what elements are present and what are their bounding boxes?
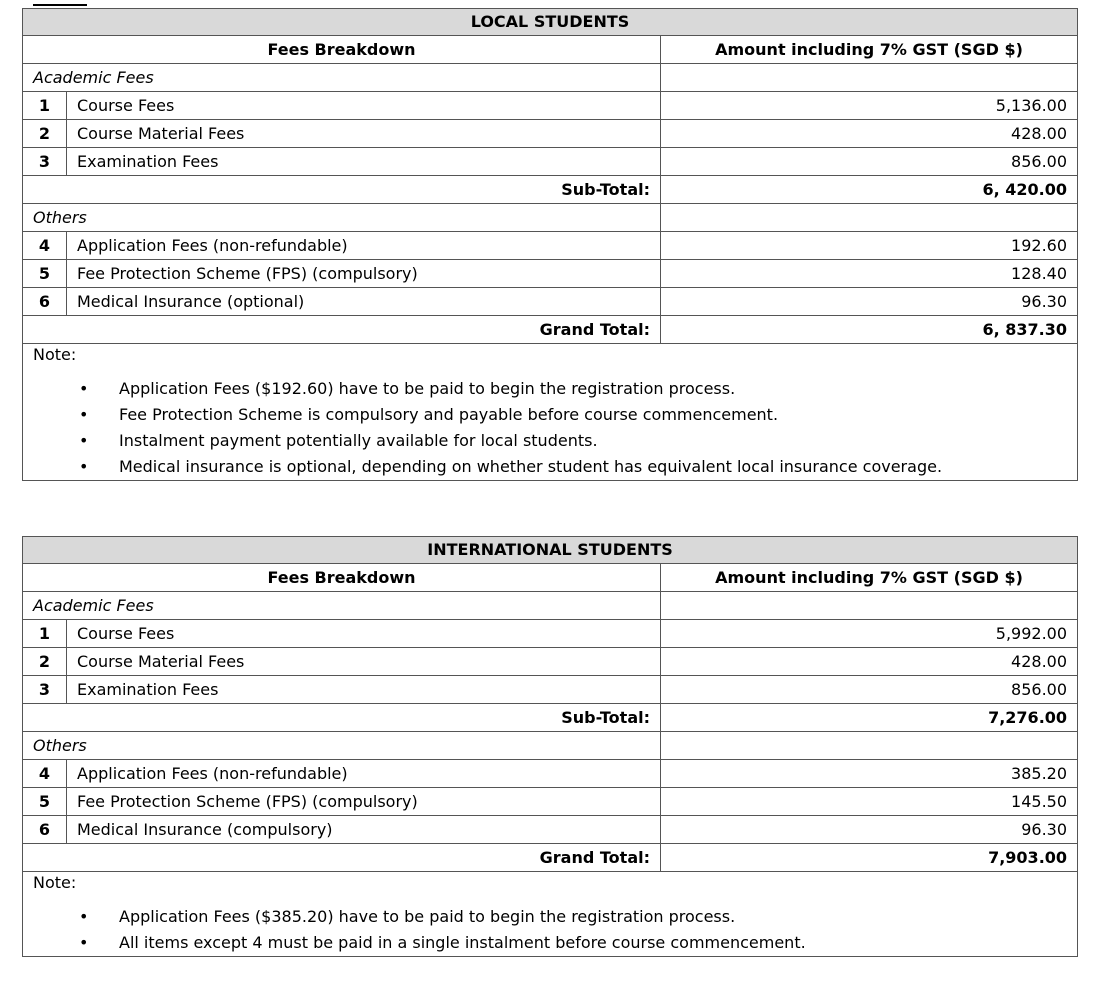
table-row	[23, 620, 1078, 648]
note-text: Instalment payment potentially available for local students.	[119, 431, 598, 450]
notes-list	[33, 376, 1067, 480]
section-label-academic: Academic Fees	[23, 64, 661, 92]
row-number: 4	[23, 232, 67, 260]
row-amount: 192.60	[661, 232, 1078, 260]
notes-section	[23, 872, 1078, 957]
subtotal-label: Sub-Total:	[23, 704, 661, 732]
note-item	[79, 454, 1067, 480]
row-amount: 385.20	[661, 760, 1078, 788]
row-number: 1	[23, 92, 67, 120]
column-header-breakdown: Fees Breakdown	[23, 564, 661, 592]
table-row	[23, 232, 1078, 260]
row-description: Medical Insurance (optional)	[67, 288, 661, 316]
row-amount: 856.00	[661, 148, 1078, 176]
empty-cell	[661, 204, 1078, 232]
note-text: Application Fees ($385.20) have to be paid to begin the registration process.	[119, 907, 736, 926]
row-number: 5	[23, 260, 67, 288]
section-label-academic: Academic Fees	[23, 592, 661, 620]
column-header-breakdown: Fees Breakdown	[23, 36, 661, 64]
row-description: Medical Insurance (compulsory)	[67, 816, 661, 844]
row-description: Application Fees (non-refundable)	[67, 760, 661, 788]
row-description: Course Material Fees	[67, 120, 661, 148]
note-title: Note:	[33, 345, 77, 364]
grandtotal-label: Grand Total:	[23, 316, 661, 344]
local-students-table	[22, 8, 1078, 481]
bullet-icon: •	[79, 405, 89, 424]
section-label-others: Others	[23, 204, 661, 232]
subtotal-amount: 7,276.00	[661, 704, 1078, 732]
grandtotal-amount: 7,903.00	[661, 844, 1078, 872]
row-amount: 128.40	[661, 260, 1078, 288]
table-row	[23, 92, 1078, 120]
row-number: 4	[23, 760, 67, 788]
row-amount: 428.00	[661, 648, 1078, 676]
bullet-icon: •	[79, 907, 89, 926]
row-amount: 5,992.00	[661, 620, 1078, 648]
note-title: Note:	[33, 873, 77, 892]
bullet-icon: •	[79, 379, 89, 398]
row-amount: 96.30	[661, 288, 1078, 316]
subtotal-amount: 6, 420.00	[661, 176, 1078, 204]
bullet-icon: •	[79, 457, 89, 476]
row-amount: 96.30	[661, 816, 1078, 844]
row-number: 3	[23, 148, 67, 176]
column-header-amount: Amount including 7% GST (SGD $)	[661, 564, 1078, 592]
row-number: 1	[23, 620, 67, 648]
bullet-icon: •	[79, 431, 89, 450]
row-amount: 856.00	[661, 676, 1078, 704]
note-text: Fee Protection Scheme is compulsory and payable before course commencement.	[119, 405, 779, 424]
table-row	[23, 760, 1078, 788]
bullet-icon: •	[79, 933, 89, 952]
table-row	[23, 676, 1078, 704]
table-row	[23, 288, 1078, 316]
row-description: Application Fees (non-refundable)	[67, 232, 661, 260]
subtotal-label: Sub-Total:	[23, 176, 661, 204]
note-item	[79, 930, 1067, 956]
table-row	[23, 120, 1078, 148]
table-row	[23, 260, 1078, 288]
row-description: Fee Protection Scheme (FPS) (compulsory)	[67, 788, 661, 816]
note-item	[79, 402, 1067, 428]
grandtotal-amount: 6, 837.30	[661, 316, 1078, 344]
international-students-table	[22, 536, 1078, 957]
row-number: 2	[23, 648, 67, 676]
row-number: 3	[23, 676, 67, 704]
empty-cell	[661, 64, 1078, 92]
table-row	[23, 148, 1078, 176]
row-amount: 5,136.00	[661, 92, 1078, 120]
grandtotal-label: Grand Total:	[23, 844, 661, 872]
row-amount: 145.50	[661, 788, 1078, 816]
note-item	[79, 904, 1067, 930]
notes-list	[33, 904, 1067, 956]
section-label-others: Others	[23, 732, 661, 760]
row-number: 6	[23, 288, 67, 316]
cutoff-heading-underline	[33, 0, 87, 6]
note-text: Medical insurance is optional, depending on whether student has equivalent local insurance coverage.	[119, 457, 943, 476]
row-number: 5	[23, 788, 67, 816]
row-description: Examination Fees	[67, 148, 661, 176]
table-row	[23, 816, 1078, 844]
row-description: Course Fees	[67, 620, 661, 648]
column-header-amount: Amount including 7% GST (SGD $)	[661, 36, 1078, 64]
row-description: Fee Protection Scheme (FPS) (compulsory)	[67, 260, 661, 288]
table-row	[23, 788, 1078, 816]
row-description: Course Fees	[67, 92, 661, 120]
row-description: Course Material Fees	[67, 648, 661, 676]
row-amount: 428.00	[661, 120, 1078, 148]
table-row	[23, 648, 1078, 676]
note-item	[79, 428, 1067, 454]
row-description: Examination Fees	[67, 676, 661, 704]
empty-cell	[661, 592, 1078, 620]
notes-section	[23, 344, 1078, 481]
note-item	[79, 376, 1067, 402]
table-title: INTERNATIONAL STUDENTS	[23, 537, 1078, 564]
note-text: Application Fees ($192.60) have to be paid to begin the registration process.	[119, 379, 736, 398]
empty-cell	[661, 732, 1078, 760]
note-text: All items except 4 must be paid in a single instalment before course commencement.	[119, 933, 806, 952]
row-number: 2	[23, 120, 67, 148]
table-title: LOCAL STUDENTS	[23, 9, 1078, 36]
row-number: 6	[23, 816, 67, 844]
